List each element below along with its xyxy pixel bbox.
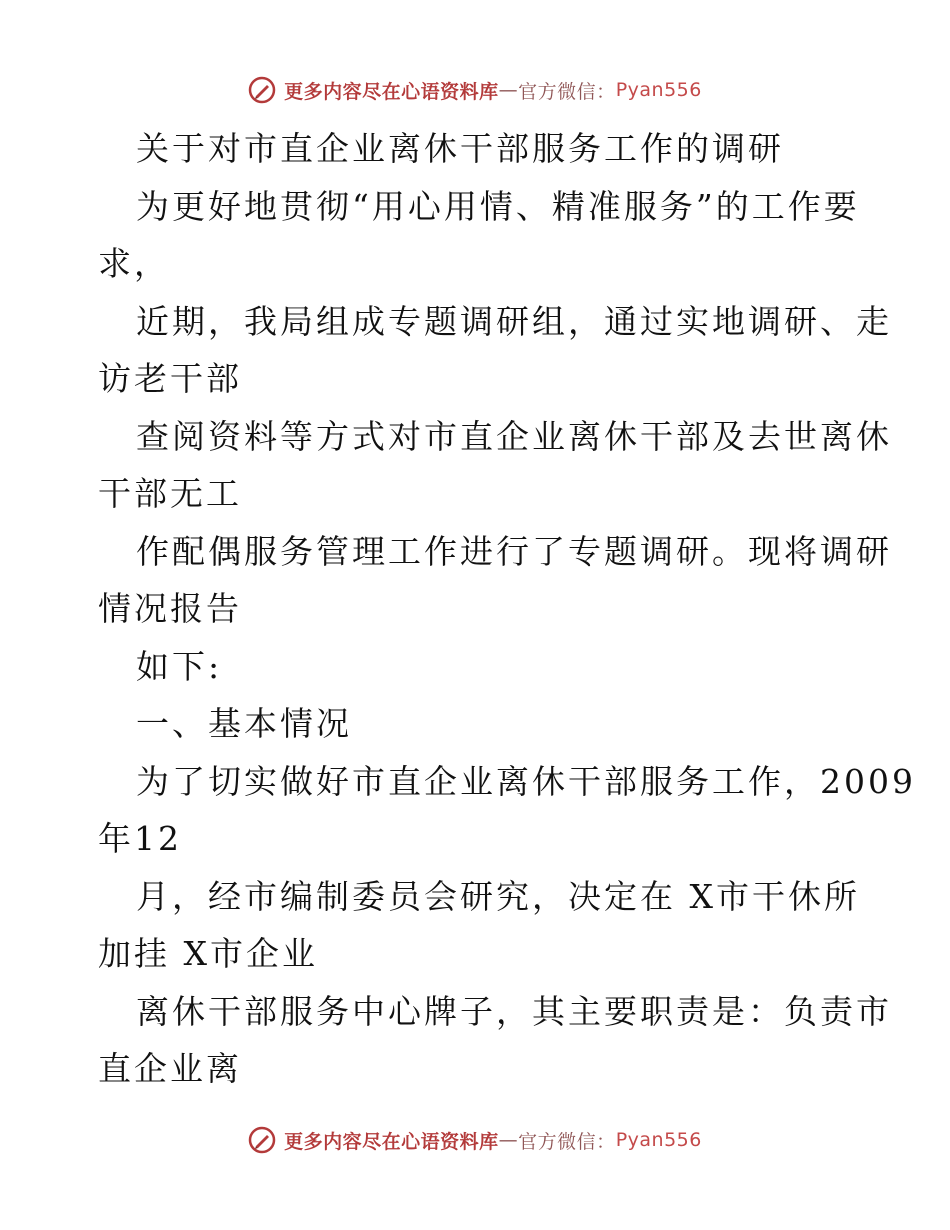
pen-circle-logo-icon [248, 76, 276, 104]
watermark-dash: — [498, 1129, 519, 1151]
document-line: 直企业离 [98, 1049, 242, 1088]
document-line: 为更好地贯彻“用心用情、精准服务”的工作要 [136, 186, 860, 226]
document-line: 干部无工 [98, 474, 242, 513]
document-line: 求， [98, 244, 170, 283]
document-line: 查阅资料等方式对市直企业离休干部及去世离休 [136, 416, 892, 456]
document-line: 为了切实做好市直企业离休干部服务工作，2009 [136, 761, 916, 801]
document-line: 加挂 X市企业 [98, 934, 318, 973]
document-line: 近期，我局组成专题调研组，通过实地调研、走 [136, 301, 892, 341]
watermark-banner-top [0, 70, 950, 110]
document-line: 一、基本情况 [136, 704, 352, 743]
document-body [98, 120, 916, 1098]
document-line: 如下: [136, 646, 223, 686]
watermark-wechat-label: 官方微信： [518, 80, 616, 103]
watermark-wechat-id: Pyan556 [615, 1129, 702, 1151]
document-line: 月，经市编制委员会研究，决定在 X市干休所 [136, 876, 860, 916]
watermark-banner-bottom [0, 1120, 950, 1160]
watermark-text-main: 更多内容尽在心语资料库 [284, 1130, 499, 1153]
document-line: 访老干部 [98, 359, 242, 398]
document-line: 作配偶服务管理工作进行了专题调研。现将调研 [136, 531, 892, 571]
watermark-wechat-id: Pyan556 [615, 79, 702, 101]
document-line: 关于对市直企业离休干部服务工作的调研 [136, 129, 784, 168]
watermark-text-main: 更多内容尽在心语资料库 [284, 80, 499, 103]
pen-circle-logo-icon [248, 1126, 276, 1154]
document-line: 情况报告 [98, 589, 242, 628]
watermark-dash: — [498, 79, 519, 101]
document-line: 年12 [98, 819, 182, 858]
document-line: 离休干部服务中心牌子，其主要职责是：负责市 [136, 991, 892, 1031]
watermark-wechat-label: 官方微信： [518, 1130, 616, 1153]
